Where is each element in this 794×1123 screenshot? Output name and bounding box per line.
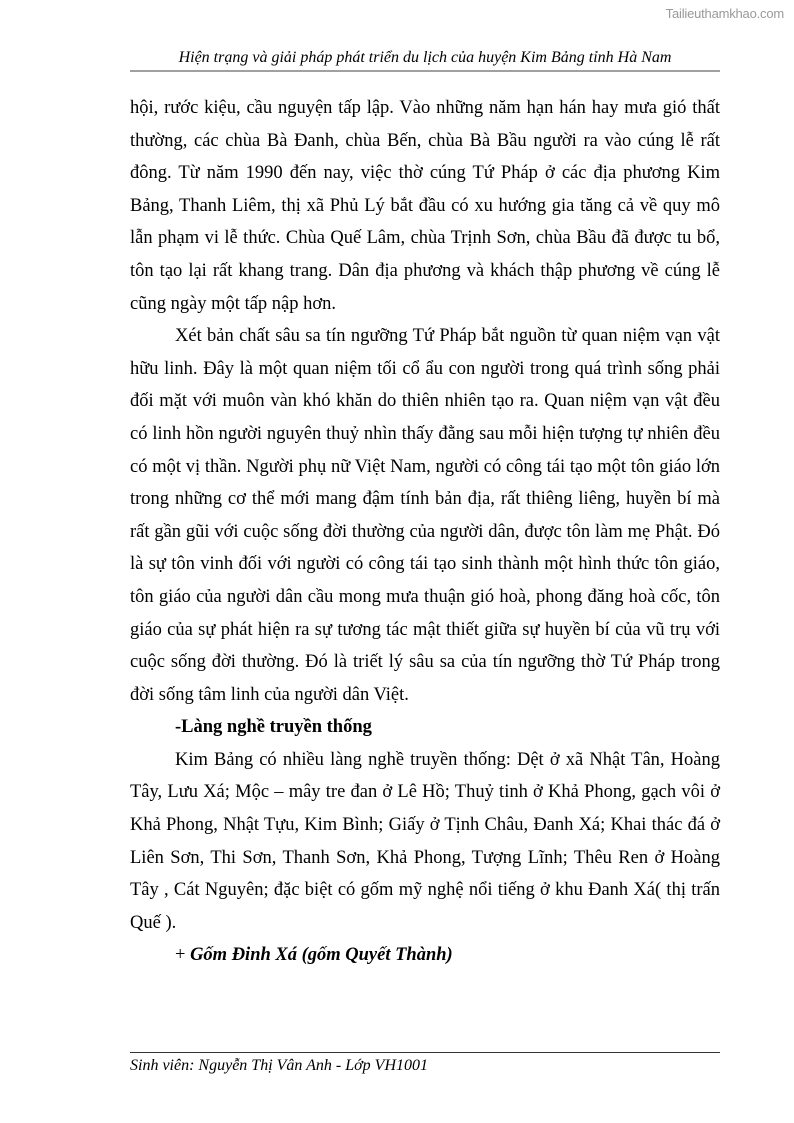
header-divider xyxy=(130,70,720,72)
footer-divider xyxy=(130,1052,720,1053)
subsection-heading xyxy=(130,939,720,972)
running-footer: Sinh viên: Nguyễn Thị Vân Anh - Lớp VH1001 xyxy=(130,1057,428,1074)
running-header-title: Hiện trạng và giải pháp phát triển du lịch của huyện Kim Bảng tỉnh Hà Nam xyxy=(178,49,672,66)
document-body xyxy=(130,92,720,972)
watermark: Tailieuthamkhao.com xyxy=(665,6,784,21)
subheading-title: Gốm Đinh Xá (gốm Quyết Thành) xyxy=(190,945,453,966)
subheading-prefix: + xyxy=(175,945,191,966)
section-heading: -Làng nghề truyền thống xyxy=(175,717,372,738)
paragraph-2: Xét bản chất sâu sa tín ngưỡng Tứ Pháp bắt nguồn từ quan niệm vạn vật hữu linh. Đây là một quan niệm tối cổ ẩu con người trong quá trình sống phải đối mặt với muôn vàn khó khăn do thiên nhiên tạo ra. Quan niệm vạn vật đều có linh hồn người nguyên thuỷ nhìn thấy đằng sau mỗi hiện tượng tự nhiên đều có một vị thần. Người phụ nữ Việt Nam, người có công tái tạo một tôn giáo lớn trong những cơ thể mới mang đậm tính bản địa, rất thiêng liêng, huyền bí mà rất gần gũi với cuộc sống đời thường của người dân, được tôn làm mẹ Phật. Đó là sự tôn vinh đối với người có công tái tạo sinh thành một hình thức tôn giáo, tôn giáo của người dân cầu mong mưa thuận gió hoà, phong đăng hoà cốc, tôn giáo của sự phát hiện ra sự tương tác mật thiết giữa sự huyền bí của vũ trụ với cuộc sống đời thường. Đó là triết lý sâu sa của tín ngưỡng thờ Tứ Pháp trong đời sống tâm linh của người dân Việt. xyxy=(130,326,720,705)
paragraph-1: hội, rước kiệu, cầu nguyện tấp lập. Vào những năm hạn hán hay mưa gió thất thường, các chùa Bà Đanh, chùa Bến, chùa Bà Bầu người ra vào cúng lễ rất đông. Từ năm 1990 đến nay, việc thờ cúng Tứ Pháp ở các địa phương Kim Bảng, Thanh Liêm, thị xã Phủ Lý bắt đầu có xu hướng gia tăng cả về quy mô lẫn phạm vi lễ thức. Chùa Quế Lâm, chùa Trịnh Sơn, chùa Bầu đã được tu bổ, tôn tạo lại rất khang trang. Dân địa phương và khách thập phương về cúng lễ cũng ngày một tấp nập hơn. xyxy=(130,98,720,314)
paragraph-3: Kim Bảng có nhiều làng nghề truyền thống: Dệt ở xã Nhật Tân, Hoàng Tây, Lưu Xá; Mộc – mây tre đan ở Lê Hồ; Thuỷ tinh ở Khả Phong, gạch vôi ở Khả Phong, Nhật Tựu, Kim Bình; Giấy ở Tịnh Châu, Đanh Xá; Khai thác đá ở Liên Sơn, Thi Sơn, Thanh Sơn, Khả Phong, Tượng Lĩnh; Thêu Ren ở Hoàng Tây , Cát Nguyên; đặc biệt có gốm mỹ nghệ nổi tiếng ở khu Đanh Xá( thị trấn Quế ). xyxy=(130,749,720,933)
